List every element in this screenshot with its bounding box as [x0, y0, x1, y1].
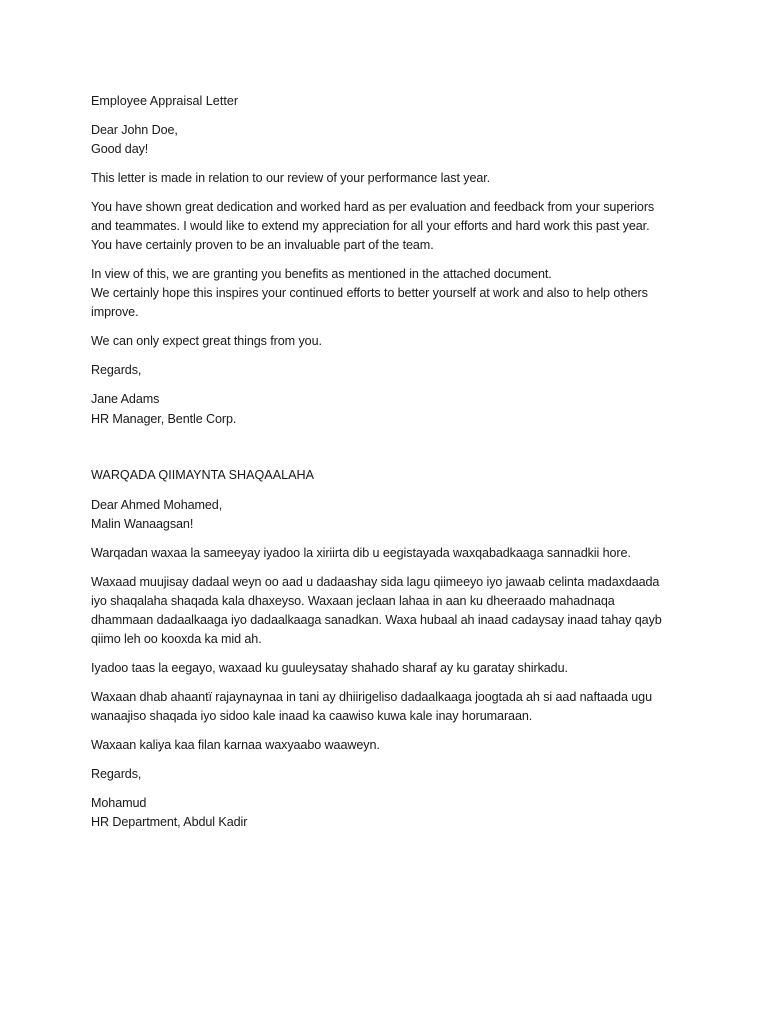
paragraph-1-so: Warqadan waxaa la sameeyay iyadoo la xiriirta dib u eegistayada waxqabadkaaga sannadkii hore. [91, 546, 631, 560]
salutation-en: Dear John Doe, [91, 123, 178, 137]
paragraph-2-so-line-4: qiimo leh oo kooxda ka mid ah. [91, 632, 262, 646]
signer-name-so: Mohamud [91, 796, 147, 810]
signer-title-so: HR Department, Abdul Kadir [91, 815, 248, 829]
salutation-so: Dear Ahmed Mohamed, [91, 498, 223, 512]
paragraph-2-so-line-3: dhammaan dadaalkaaga iyo dadaalkaaga sanadkan. Waxa hubaal ah inaad cadaysay inaad tahay qayb [91, 613, 662, 627]
paragraph-3-so: Iyadoo taas la eegayo, waxaad ku guuleysatay shahado sharaf ay ku garatay shirkadu. [91, 661, 568, 675]
paragraph-2-en-line-1: You have shown great dedication and worked hard as per evaluation and feedback from your superiors [91, 200, 655, 214]
letter-title-en: Employee Appraisal Letter [91, 94, 239, 108]
paragraph-4-en: We can only expect great things from you. [91, 334, 322, 348]
closing-so: Regards, [91, 767, 142, 781]
letter-title-so: WARQADA QIIMAYNTA SHAQAALAHA [91, 468, 315, 482]
paragraph-2-en-line-3: You have certainly proven to be an invaluable part of the team. [91, 238, 434, 252]
paragraph-4-so-line-2: wanaajiso shaqada iyo sidoo kale inaad ka caawiso kuwa kale inay horumaraan. [91, 709, 533, 723]
paragraph-3-en-line-2: We certainly hope this inspires your continued efforts to better yourself at work and also to help others [91, 286, 648, 300]
paragraph-3-en-line-1: In view of this, we are granting you benefits as mentioned in the attached document. [91, 267, 552, 281]
paragraph-2-so-line-2: iyo shaqalaha shaqada kala dhaxeyso. Waxaan jeclaan lahaa in aan ku dheeraado mahadnaqa [91, 594, 615, 608]
signer-name-en: Jane Adams [91, 392, 160, 406]
paragraph-1-en: This letter is made in relation to our review of your performance last year. [91, 171, 491, 185]
paragraph-2-en-line-2: and teammates. I would like to extend my appreciation for all your efforts and hard work this past year. [91, 219, 650, 233]
greeting-en: Good day! [91, 142, 149, 156]
signer-title-en: HR Manager, Bentle Corp. [91, 412, 237, 426]
paragraph-2-so-line-1: Waxaad muujisay dadaal weyn oo aad u dadaashay sida lagu qiimeeyo iyo jawaab celinta madaxdaada [91, 575, 660, 589]
paragraph-4-so-line-1: Waxaan dhab ahaantï rajaynaynaa in tani ay dhiirigeliso dadaalkaaga joogtada ah si aad naftaada ugu [91, 690, 652, 704]
closing-en: Regards, [91, 363, 142, 377]
paragraph-3-en-line-3: improve. [91, 305, 139, 319]
greeting-so: Malin Wanaagsan! [91, 517, 194, 531]
paragraph-5-so: Waxaan kaliya kaa filan karnaa waxyaabo waaweyn. [91, 738, 380, 752]
